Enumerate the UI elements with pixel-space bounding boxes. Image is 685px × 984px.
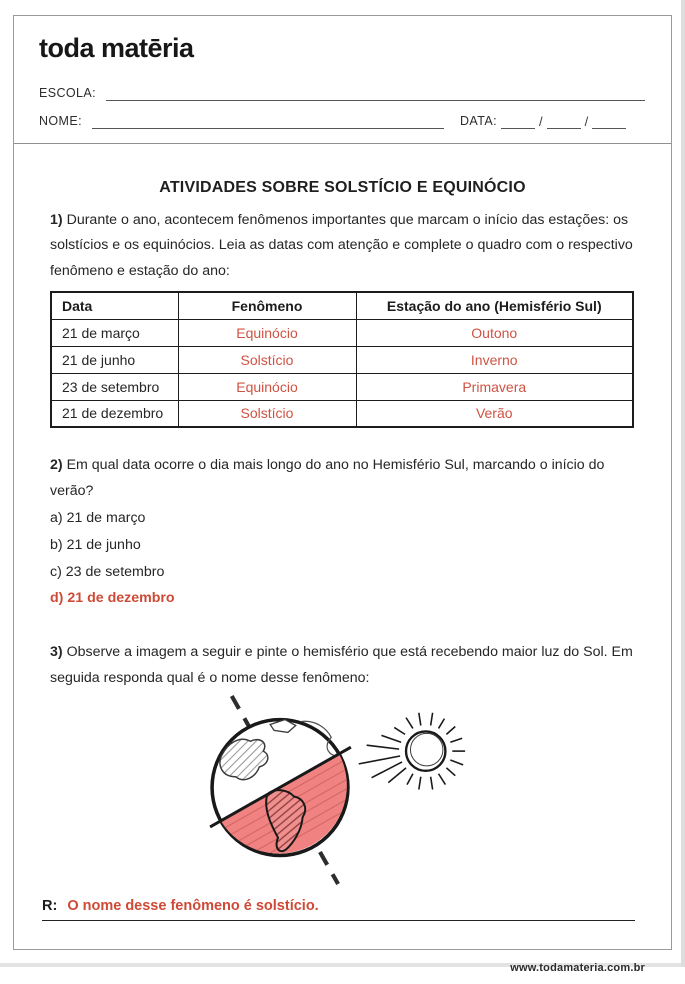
date-separator: / [538, 114, 543, 129]
question-3-number: 3) [50, 644, 63, 661]
option-a-letter: a) [50, 510, 63, 527]
question-1-number: 1) [50, 212, 63, 228]
cell-season-answer: Inverno [356, 346, 633, 373]
table-header-row [51, 292, 633, 319]
date-blank-year [592, 115, 626, 129]
name-label: NOME: [39, 114, 82, 128]
cell-date: 21 de março [51, 319, 178, 346]
date-blank-day [501, 115, 535, 129]
option-b-letter: b) [50, 536, 63, 553]
question-3 [50, 640, 635, 691]
answer-label: R: [42, 898, 58, 915]
worksheet-title: ATIVIDADES SOBRE SOLSTÍCIO E EQUINÓCIO [159, 179, 526, 196]
table-row [51, 400, 633, 427]
earth-globe-illustration [210, 720, 365, 867]
table-row [51, 346, 633, 373]
school-row [39, 86, 645, 101]
option-c [50, 559, 635, 586]
name-row [39, 114, 645, 129]
answer-text: O nome desse fenômeno é solstício. [67, 898, 319, 915]
cell-date: 23 de setembro [51, 373, 178, 400]
option-a [50, 505, 635, 532]
cell-season-answer: Primavera [356, 373, 633, 400]
question-2-number: 2) [50, 457, 63, 474]
option-d-correct-answer [50, 585, 635, 612]
cell-season-answer: Outono [356, 319, 633, 346]
option-a-text: 21 de março [62, 510, 146, 527]
earth-sun-figure [176, 694, 512, 886]
school-label: ESCOLA: [39, 86, 96, 100]
option-d-text: 21 de dezembro [63, 590, 175, 607]
cell-phenomenon-answer: Equinócio [178, 319, 356, 346]
col-header-data: Data [51, 292, 178, 319]
option-b-text: 21 de junho [62, 536, 141, 553]
table-row [51, 319, 633, 346]
brand-logo: toda matēria [39, 33, 194, 63]
option-c-letter: c) [50, 563, 62, 580]
worksheet-body [14, 179, 671, 984]
name-blank-line [92, 115, 444, 129]
school-blank-line [106, 87, 645, 101]
footer-url: www.todamateria.com.br [510, 962, 645, 974]
question-2-options [50, 505, 635, 612]
cell-date: 21 de dezembro [51, 400, 178, 427]
cell-phenomenon-answer: Equinócio [178, 373, 356, 400]
option-d-letter: d) [50, 590, 64, 607]
date-blank-month [547, 115, 581, 129]
header [14, 16, 671, 144]
cell-phenomenon-answer: Solstício [178, 400, 356, 427]
question-2-text: Em qual data ocorre o dia mais longo do ano no Hemisfério Sul, marcando o início do verão? [50, 457, 605, 499]
col-header-fenomeno: Fenômeno [178, 292, 356, 319]
option-c-text: 23 de setembro [61, 563, 165, 580]
question-2 [50, 453, 635, 504]
date-group [460, 114, 630, 129]
question-1 [50, 208, 635, 284]
answers-table [50, 291, 634, 428]
cell-phenomenon-answer: Solstício [178, 346, 356, 373]
date-separator: / [584, 114, 589, 129]
question-3-text: Observe a imagem a seguir e pinte o hemisfério que está recebendo maior luz do Sol. Em seguida responda qual é o nome desse fenômeno: [50, 644, 633, 686]
question-1-text: Durante o ano, acontecem fenômenos importantes que marcam o início das estações: os solstícios e os equinócios. Leia as datas com atenção e complete o quadro com o respectivo fenômeno e estação do ano: [50, 212, 633, 279]
option-b [50, 532, 635, 559]
cell-season-answer: Verão [356, 400, 633, 427]
answer-row [42, 898, 635, 921]
page-border-frame [13, 15, 672, 974]
date-label: DATA: [459, 114, 497, 128]
table-row [51, 373, 633, 400]
cell-date: 21 de junho [51, 346, 178, 373]
col-header-estacao: Estação do ano (Hemisfério Sul) [356, 292, 633, 319]
sun-icon [359, 713, 465, 790]
